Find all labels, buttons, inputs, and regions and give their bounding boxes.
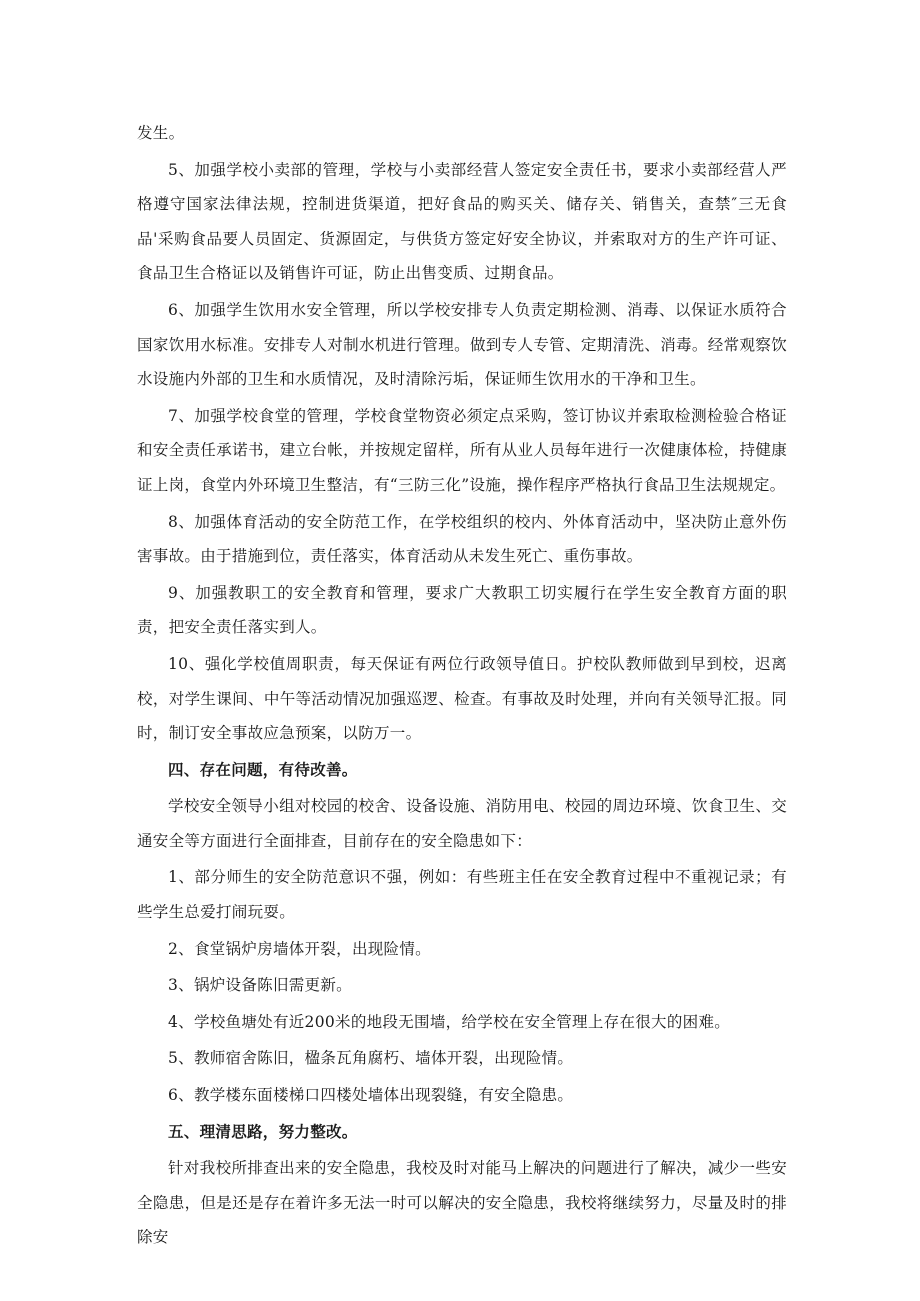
issue-item-5: 5、教师宿舍陈旧，楹条瓦角腐朽、墙体开裂，出现险情。: [168, 1049, 574, 1068]
paragraph-item-7: 7、加强学校食堂的管理，学校食堂物资必须定点采购，签订协议并索取检测检验合格证和安全责任承诺书，建立台帐，并按规定留样，所有从业人员每年进行一次健康体检，持健康证上岗，食堂内外环境卫生整洁，有“三防三化”设施，操作程序严格执行食品卫生法规规定。: [137, 406, 787, 494]
section-heading-4: 四、存在问题，有待改善。: [168, 759, 358, 779]
document-body: [137, 116, 787, 1257]
paragraph-continuation: 发生。: [137, 124, 185, 142]
paragraph-section-4-intro: 学校安全领导小组对校园的校舍、设备设施、消防用电、校园的周边环境、饮食卫生、交通安全等方面进行全面排查，目前存在的安全隐患如下：: [137, 797, 787, 850]
issue-item-1: 1、部分师生的安全防范意识不强，例如：有些班主任在安全教育过程中不重视记录；有些学生总爱打闹玩耍。: [137, 868, 787, 922]
paragraph-item-5: 5、加强学校小卖部的管理，学校与小卖部经营人签定安全责任书，要求小卖部经营人严格遵守国家法律法规，控制进货渠道，把好食品的购买关、储存关、销售关，查禁″三无食品'采购食品要人员固定、货源固定，与供货方签定好安全协议，并索取对方的生产许可证、食品卫生合格证以及销售许可证，防止出售变质、过期食品。: [137, 160, 787, 283]
issue-item-4: 4、学校鱼塘处有近200米的地段无围墙，给学校在安全管理上存在很大的困难。: [168, 1012, 731, 1031]
paragraph-item-9: 9、加强教职工的安全教育和管理，要求广大教职工切实履行在学生安全教育方面的职责，把安全责任落实到人。: [137, 583, 787, 637]
section-heading-5: 五、理清思路，努力整改。: [168, 1121, 358, 1141]
paragraph-item-8: 8、加强体育活动的安全防范工作，在学校组织的校内、外体育活动中，坚决防止意外伤害事故。由于措施到位，责任落实，体育活动从未发生死亡、重伤事故。: [137, 512, 787, 566]
issue-item-6: 6、教学楼东面楼梯口四楼处墙体出现裂缝，有安全隐患。: [168, 1086, 574, 1105]
paragraph-item-10: 10、强化学校值周职责，每天保证有两位行政领导值日。护校队教师做到早到校，迟离校，对学生课间、中午等活动情况加强巡逻、检查。有事故及时处理，并向有关领导汇报。同时，制订安全事故应急预案，以防万一。: [137, 654, 787, 743]
issue-item-2: 2、食堂锅炉房墙体开裂，出现险情。: [168, 939, 431, 958]
paragraph-section-5-intro: 针对我校所排查出来的安全隐患，我校及时对能马上解决的问题进行了解决，减少一些安全隐患，但是还是存在着许多无法一时可以解决的安全隐患，我校将继续努力，尽量及时的排除安: [137, 1159, 787, 1247]
paragraph-item-6: 6、加强学生饮用水安全管理，所以学校安排专人负责定期检测、消毒、以保证水质符合国家饮用水标准。安排专人对制水机进行管理。做到专人专管、定期清洗、消毒。经常观察饮水设施内外部的卫生和水质情况，及时清除污垢，保证师生饮用水的干净和卫生。: [137, 300, 787, 389]
issue-item-3: 3、锅炉设备陈旧需更新。: [168, 976, 352, 995]
